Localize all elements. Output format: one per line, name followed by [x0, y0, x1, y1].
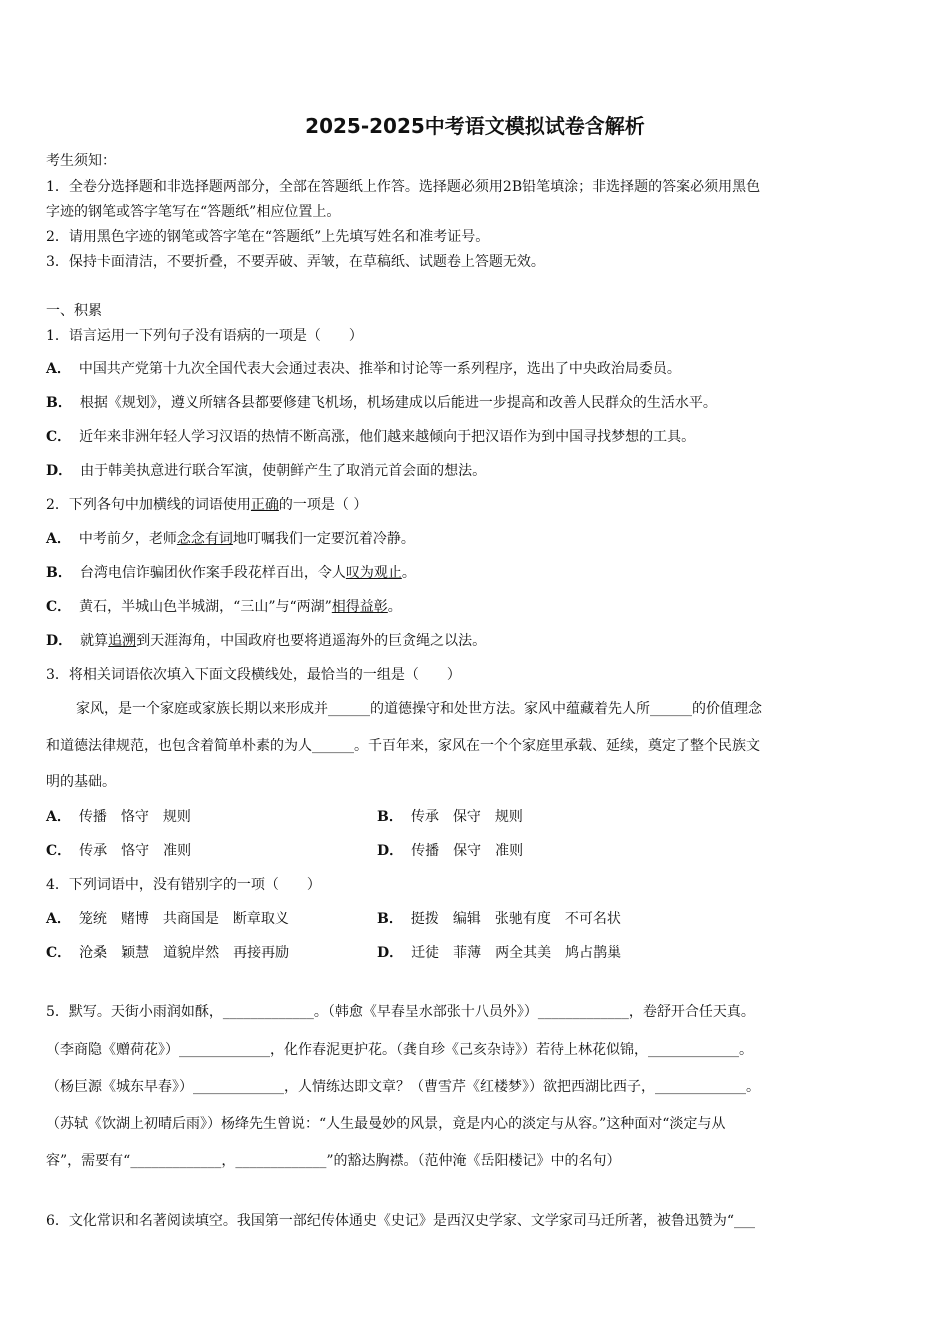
option-text-end: 到天涯海角，中国政府也要将逍遥海外的巨贪绳之以法。	[136, 633, 487, 649]
q1-option-c	[46, 427, 695, 447]
q2-stem	[46, 495, 367, 515]
q2-stem-underlined: 正确	[250, 497, 279, 513]
q4-stem: 4．下列词语中，没有错别字的一项（ ）	[46, 877, 321, 893]
q5-line-3: （杨巨源《城东早春》）_____________，人情练达即文章？（曹雪芹《红楼梦》）欲把西湖比西子，_____________。	[46, 1079, 760, 1095]
q3-stem: 3．将相关词语依次填入下面文段横线处，最恰当的一组是（ ）	[46, 667, 461, 683]
q4-option-b	[377, 909, 621, 929]
q2-option-d	[46, 631, 486, 651]
q5-line-4: （苏轼《饮湖上初晴后雨》）杨绛先生曾说：“人生最曼妙的风景，竟是内心的淡定与从容。”这种面对“淡定与从	[46, 1116, 726, 1132]
q2-option-a	[46, 529, 415, 549]
option-text-end: 。	[387, 599, 402, 615]
q1-option-a	[46, 359, 681, 379]
q5-line-5: 容”，需要有“_____________，_____________”的豁达胸襟。（范仲淹《岳阳楼记》中的名句）	[46, 1153, 621, 1169]
section-heading: 一、积累	[46, 303, 102, 319]
q3-options-row-2	[46, 841, 906, 861]
notice-item-2: 2．请用黑色字迹的钢笔或答字笔在“答题纸”上先填写姓名和准考证号。	[46, 229, 490, 245]
q3-option-b-text: 传承 保守 规则	[410, 809, 523, 825]
q1-option-d	[46, 461, 486, 481]
option-label: D．	[377, 843, 404, 859]
option-text: 就算	[80, 633, 109, 649]
q5-line-1: 5．默写。天街小雨润如酥，_____________。（韩愈《早春呈水部张十八员外》）_____________，卷舒开合任天真。	[46, 1004, 755, 1020]
option-label: C．	[46, 429, 72, 445]
q2-option-c	[46, 597, 402, 617]
q4-option-d	[377, 943, 621, 963]
q2-stem-text: 2．下列各句中加横线的词语使用	[46, 497, 251, 513]
q3-options-row-1	[46, 807, 906, 827]
q1-option-b	[46, 393, 717, 413]
q3-option-d	[377, 841, 523, 861]
option-label: D．	[377, 945, 404, 961]
q4-options-row-2	[46, 943, 906, 963]
q3-option-a-text: 传播 恪守 规则	[78, 809, 191, 825]
option-label: C．	[46, 945, 72, 961]
q6-line-1: 6．文化常识和名著阅读填空。我国第一部纪传体通史《史记》是西汉史学家、文学家司马迁所著，被鲁迅赞为“___	[46, 1213, 756, 1229]
q3-passage-line-3: 明的基础。	[46, 774, 116, 790]
option-text: 中国共产党第十九次全国代表大会通过表决、推举和讨论等一系列程序，选出了中央政治局委员。	[78, 361, 681, 377]
q3-passage-line-2: 和道德法律规范，也包含着简单朴素的为人______。千百年来，家风在一个个家庭里承载、延续，奠定了整个民族文	[46, 738, 760, 754]
option-label: A．	[46, 361, 71, 377]
underlined-word: 念念有词	[176, 531, 233, 547]
page-title: 2025-2025中考语文模拟试卷含解析	[305, 114, 645, 138]
option-text: 近年来非洲年轻人学习汉语的热情不断高涨，他们越来越倾向于把汉语作为到中国寻找梦想的工具。	[79, 429, 696, 445]
option-text: 台湾电信诈骗团伙作案手段花样百出，令人	[79, 565, 346, 581]
q2-stem-text-end: 的一项是（ ）	[278, 497, 368, 513]
q1-stem: 1．语言运用一下列句子没有语病的一项是（ ）	[46, 328, 363, 344]
option-label: A．	[46, 809, 71, 825]
q3-option-c-text: 传承 恪守 准则	[79, 843, 192, 859]
notice-item-1-cont: 字迹的钢笔或答字笔写在“答题纸”相应位置上。	[46, 204, 341, 220]
option-label: D．	[46, 463, 73, 479]
option-text: 中考前夕，老师	[78, 531, 177, 547]
notice-heading: 考生须知：	[46, 153, 116, 169]
q4-option-d-text: 迁徒 菲薄 两全其美 鸠占鹊巢	[411, 945, 622, 961]
option-label: A．	[46, 911, 71, 927]
q3-option-d-text: 传播 保守 准则	[411, 843, 524, 859]
option-text: 黄石，半城山色半城湖，“三山”与“两湖”	[79, 599, 332, 615]
underlined-word: 相得益彰	[331, 599, 388, 615]
q5-line-2: （李商隐《赠荷花》）_____________，化作春泥更护花。（龚自珍《己亥杂诗》）若待上林花似锦，_____________。	[46, 1042, 753, 1058]
option-text-end: 地叮嘱我们一定要沉着冷静。	[232, 531, 415, 547]
notice-item-3: 3．保持卡面清洁，不要折叠，不要弄破、弄皱，在草稿纸、试题卷上答题无效。	[46, 254, 545, 270]
option-text-end: 。	[401, 565, 416, 581]
underlined-word: 追溯	[108, 633, 137, 649]
option-label: B．	[46, 565, 72, 581]
option-label: D．	[46, 633, 73, 649]
option-text: 由于韩美执意进行联合军演，使朝鲜产生了取消元首会面的想法。	[80, 463, 487, 479]
q4-option-c-text: 沧桑 颖慧 道貌岸然 再接再励	[79, 945, 290, 961]
option-label: C．	[46, 599, 72, 615]
q3-passage-line-1: 家风，是一个家庭或家族长期以来形成并______的道德操守和处世方法。家风中蕴藏着先人所______的价值理念	[76, 701, 762, 717]
underlined-word: 叹为观止	[345, 565, 402, 581]
option-label: B．	[377, 911, 403, 927]
q3-option-b	[377, 807, 523, 827]
option-text: 根据《规划》，遵义所辖各县都要修建飞机场，机场建成以后能进一步提高和改善人民群众的生活水平。	[79, 395, 717, 411]
q4-option-a-text: 笼统 赌博 共商国是 断章取义	[78, 911, 289, 927]
option-label: A．	[46, 531, 71, 547]
option-label: B．	[46, 395, 72, 411]
option-label: B．	[377, 809, 403, 825]
q4-option-b-text: 挺拨 编辑 张驰有度 不可名状	[410, 911, 621, 927]
q4-options-row-1	[46, 909, 906, 929]
q2-option-b	[46, 563, 416, 583]
option-label: C．	[46, 843, 72, 859]
notice-item-1: 1．全卷分选择题和非选择题两部分，全部在答题纸上作答。选择题必须用2B铅笔填涂；非选择题的答案必须用黑色	[46, 179, 761, 195]
